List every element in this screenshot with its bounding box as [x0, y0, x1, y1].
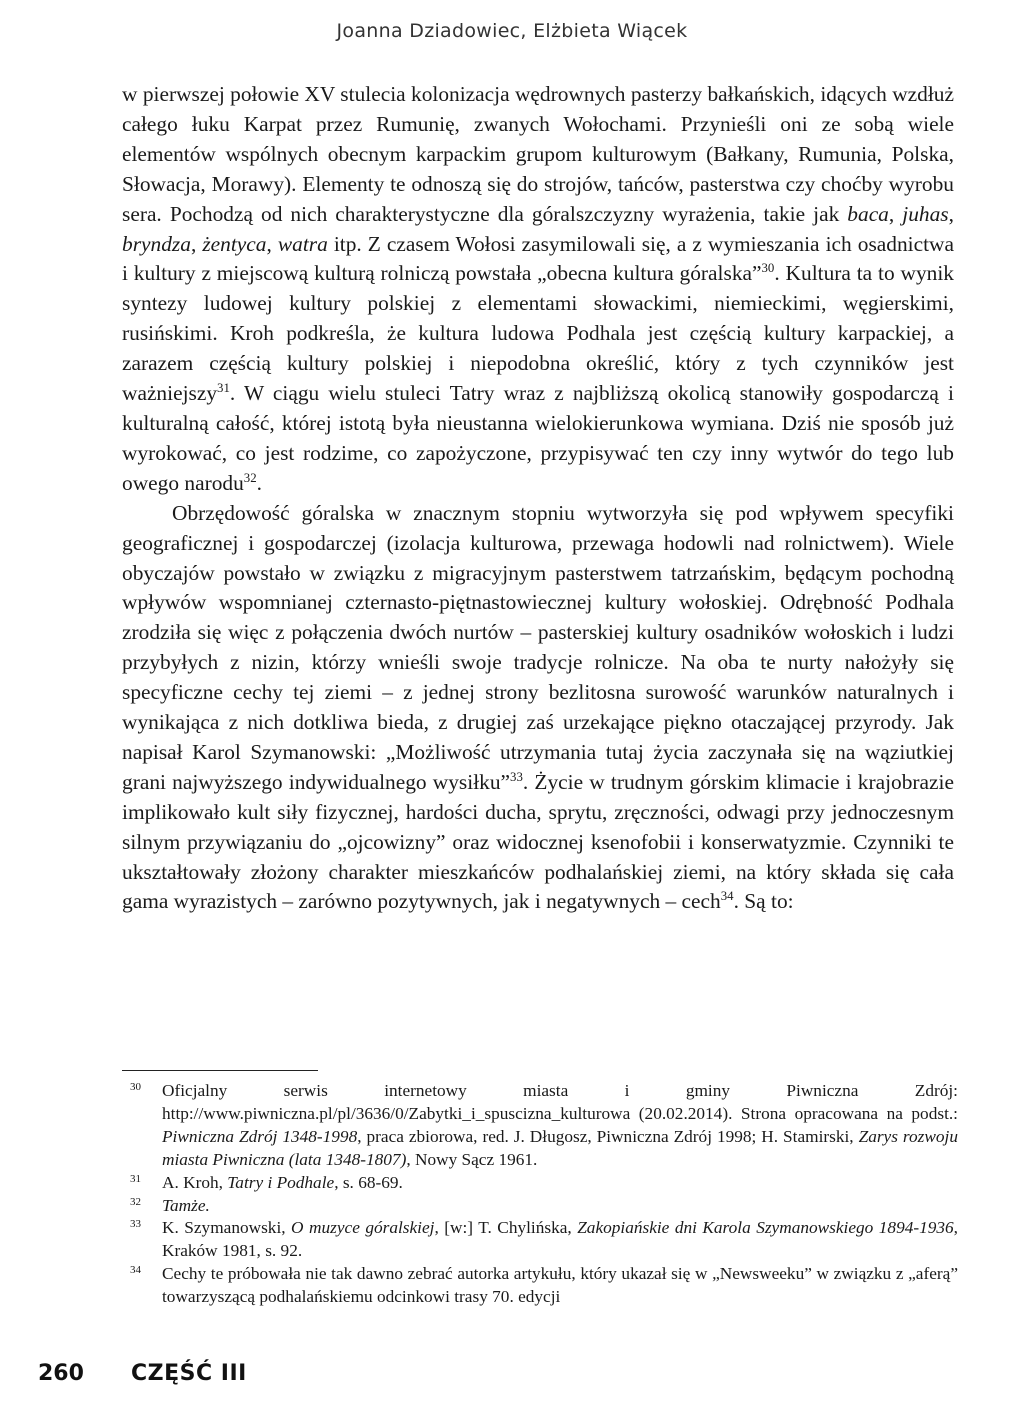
text-run: . Są to:: [733, 889, 794, 914]
footnote-ref: 31: [217, 380, 230, 395]
text-run: , s. 68-69.: [334, 1172, 403, 1192]
text-run: , praca zbiorowa, red. J. Długosz, Piwniczna Zdrój 1998; H. Stamirski,: [357, 1126, 859, 1146]
footnote-number: 31: [130, 1172, 141, 1185]
text-run: , [w:] T. Chylińska,: [434, 1218, 578, 1238]
italic-title: Piwniczna Zdrój 1348-1998: [162, 1126, 358, 1146]
text-run: , Kraków 1981, s. 92.: [162, 1218, 958, 1261]
text-run: Cechy te próbowała nie tak dawno zebrać autorka artykułu, który ukazał się w „Newsweeku” w związku z „aferą” towarzyszącą podhalańskiemu odcinkowi trasy 70. edycji: [162, 1264, 958, 1307]
text-run: . W ciągu wielu stuleci Tatry wraz z najbliższą okolicą stanowiły gospodarczą i kulturalną całość, której istotą była nieustanna wielokierunkowa wymiana. Dziś nie sposób już wyrokować, co jest rodzime, co zapożyczone, przypisywać ten czy inny wytwór do tego lub owego narodu: [122, 381, 954, 495]
footnote-rule: [122, 1070, 318, 1071]
italic-term: baca: [847, 201, 889, 226]
footnote-ref: 32: [243, 470, 257, 485]
running-head: Joanna Dziadowiec, Elżbieta Wiącek: [336, 20, 688, 42]
paragraph: [122, 80, 954, 499]
text-run: Obrzędowość góralska w znacznym stopniu wytworzyła się pod wpływem specyfiki geograficznej i gospodarczej (izolacja kulturowa, przewaga hodowli nad rolnictwem). Wiele obyczajów powstało w związku z migracyjnym pasterstwem tatrzańskim, będącym pochodną wpływów wspomnianej czternasto-piętnastowiecznej kultury wołoskiej. Odrębność Podhala zrodziła się więc z połączenia dwóch nurtów – pasterskiej kultury osadników wołoskich i ludzi przybyłych z nizin, którzy wnieśli swoje tradycje rolnicze. Na oba te nurty nałożyły się specyficzne cechy tej ziemi – z jednej strony bezlitosna surowość warunków naturalnych i wynikająca z nich dotkliwa bieda, z drugiej zaś urzekające piękno otaczającej przyrody. Jak napisał Karol Szymanowski: „Możliwość utrzymania tutaj życia zaczynała się na wąziutkiej grani najwyższego indywidualnego wysiłku”: [122, 500, 954, 794]
footnotes: [122, 1080, 958, 1309]
text-run: Oficjalny serwis internetowy miasta i gminy Piwniczna Zdrój: http://www.piwniczna.pl/pl/3636/0/Zabytki_i_spuscizna_kulturowa (20.02.2014). Strona opracowana na podst.:: [162, 1081, 958, 1123]
section-label: CZĘŚĆ III: [131, 1361, 247, 1386]
italic-term: watra: [277, 231, 328, 256]
footnote: [122, 1263, 958, 1309]
text-run: .: [256, 470, 262, 495]
footnote-ref: 34: [720, 889, 734, 904]
footnote-ref: 30: [761, 261, 775, 276]
italic-title: O muzyce góralskiej: [291, 1218, 435, 1238]
footnote: [122, 1172, 958, 1195]
text-run: . Kultura ta to wynik syntezy ludowej kultury polskiej z elementami słowackimi, niemieckimi, węgierskimi, rusińskimi. Kroh podkreśla, że kultura ludowa Podhala jest częścią kultury karpackiej, a zarazem częścią kultury polskiej i niepodobna określić, który z tych czynników jest ważniejszy: [122, 261, 954, 406]
italic-title: Zarys rozwoju miasta Piwniczna (lata 1348-1807): [162, 1126, 958, 1169]
paragraph: [122, 499, 954, 918]
italic-term: żentyca: [202, 231, 267, 256]
text-run: , Nowy Sącz 1961.: [406, 1149, 538, 1169]
text-run: ,: [190, 231, 203, 256]
footnote-number: 32: [130, 1195, 141, 1208]
text-run: K. Szymanowski,: [162, 1218, 292, 1238]
main-text: [122, 80, 954, 917]
text-run: ,: [266, 231, 278, 256]
page-number: 260: [38, 1361, 84, 1386]
italic-term: bryndza: [122, 231, 191, 256]
footnote-number: 30: [130, 1081, 141, 1093]
text-run: itp. Z czasem Wołosi zasymilowali się, a z wymieszania ich osadnictwa i kultury z miejscową kulturą rolniczą powstała „obecna kultura góralska”: [122, 231, 954, 286]
footnote-number: 34: [130, 1264, 141, 1277]
footnote-ref: 33: [510, 769, 523, 784]
text-run: . Życie w trudnym górskim klimacie i krajobrazie implikowało kult siły fizycznej, hardości ducha, sprytu, zręczności, odwagi przy jednoczesnym silnym przywiązaniu do „ojcowizny” oraz widocznej ksenofobii i konserwatyzmie. Czynniki te ukształtowały złożony charakter mieszkańców podhalańskiej ziemi, na który składa się cała gama wyrazistych – zarówno pozytywnych, jak i negatywnych – cech: [122, 769, 954, 914]
footnote: [122, 1195, 958, 1218]
footnote: [122, 1080, 958, 1172]
italic-title: Tamże.: [162, 1195, 210, 1215]
text-run: A. Kroh,: [162, 1172, 228, 1192]
italic-title: Tatry i Podhale: [227, 1172, 335, 1192]
text-run: ,: [888, 201, 903, 226]
italic-title: Zakopiańskie dni Karola Szymanowskiego 1894-1936: [577, 1218, 954, 1238]
text-run: w pierwszej połowie XV stulecia kolonizacja wędrownych pasterzy bałkańskich, idących wzdłuż całego łuku Karpat przez Rumunię, zwanych Wołochami. Przynieśli oni ze sobą wiele elementów wspólnych obecnym karpackim grupom kulturowym (Bałkany, Rumunia, Polska, Słowacja, Morawy). Elementy te odnoszą się do strojów, tańców, pasterstwa czy choćby wyrobu sera. Pochodzą od nich charakterystyczne dla góralszczyzny wyrażenia, takie jak: [122, 82, 954, 226]
footnote: [122, 1217, 958, 1263]
italic-term: juhas: [902, 201, 949, 226]
footnote-number: 33: [130, 1218, 141, 1231]
text-run: ,: [948, 201, 954, 226]
